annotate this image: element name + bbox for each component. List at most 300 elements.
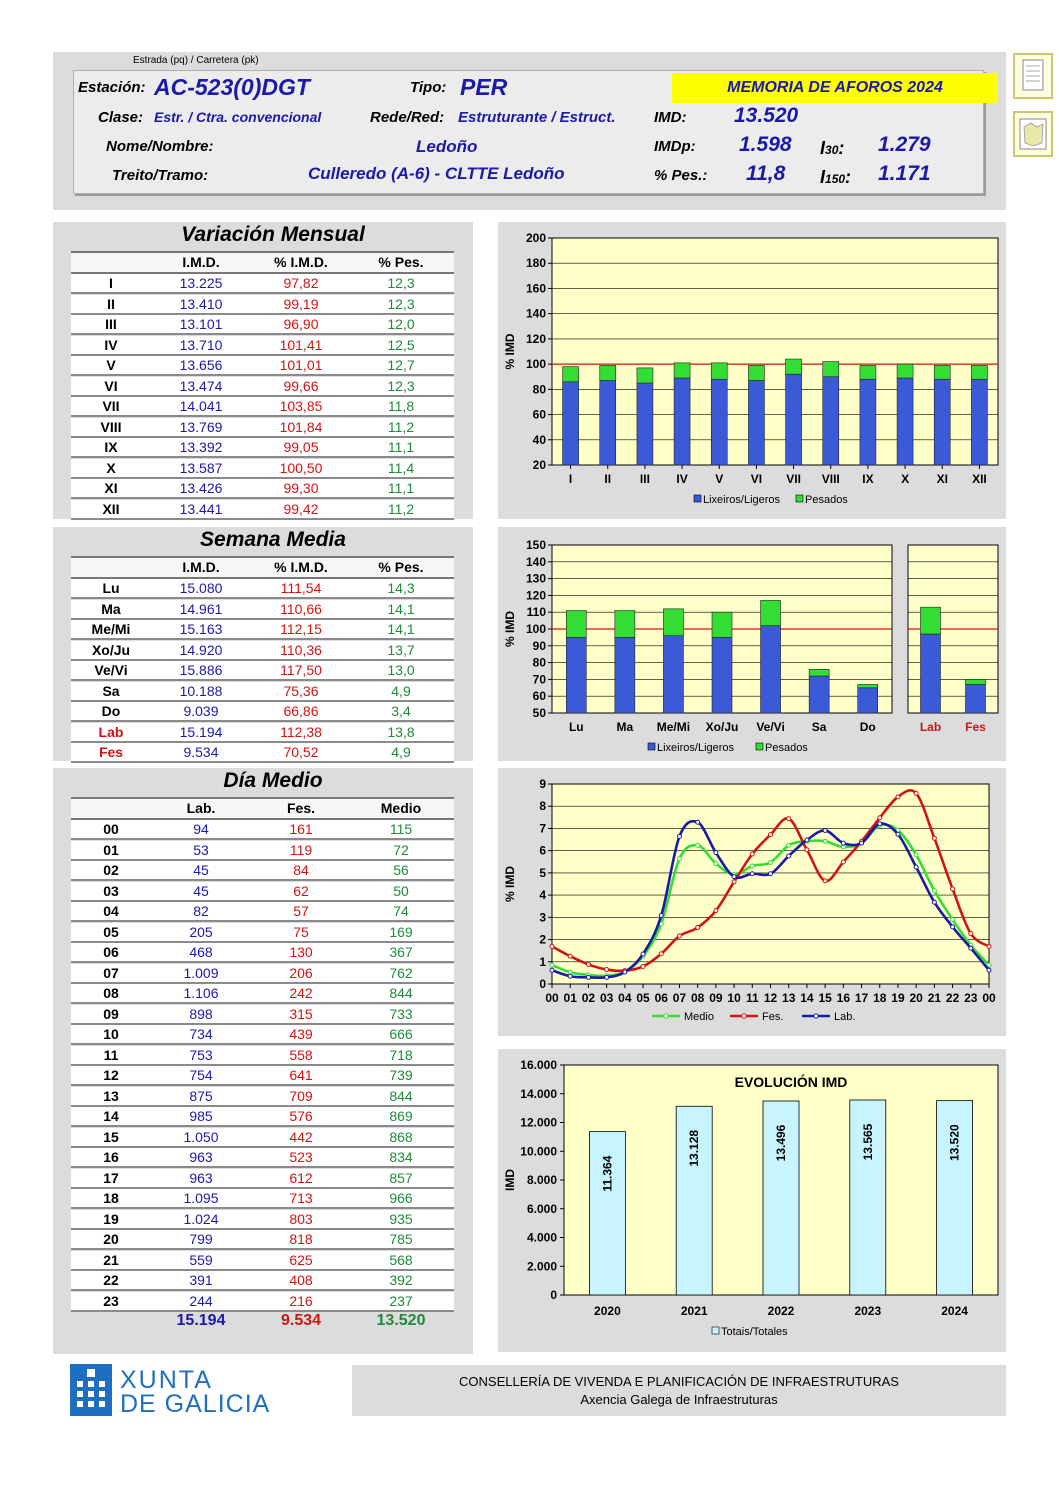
bar-heavy (711, 363, 727, 379)
cell-1: 244 (189, 1292, 213, 1309)
row-label: 23 (103, 1292, 119, 1309)
cell-3: 4,9 (391, 744, 411, 760)
cell-2: 242 (289, 985, 313, 1001)
cell-2: 641 (289, 1067, 313, 1083)
bar-heavy (934, 365, 950, 379)
table-row (71, 1066, 454, 1086)
y-axis-label: % IMD (503, 866, 517, 902)
y-tick-label: 3 (539, 910, 546, 925)
total-medio: 13.520 (376, 1312, 426, 1329)
x-tick-label: 00 (545, 991, 559, 1005)
cell-3: 11,2 (387, 500, 415, 517)
series-fes-point (550, 944, 554, 948)
bar-light (600, 381, 616, 465)
x-tick-label: IX (862, 472, 874, 486)
y-axis-label: IMD (503, 1169, 517, 1191)
series-fes-point (732, 880, 736, 884)
pes-label: % Pes.: (654, 167, 708, 184)
col-header-pct-pes: % Pes. (378, 254, 424, 270)
total-fes: 9.534 (280, 1312, 322, 1329)
table-row (71, 620, 454, 640)
legend-heavy-swatch (796, 495, 803, 502)
x-tick-label: 07 (672, 991, 687, 1005)
mensual-chart (498, 222, 1006, 519)
series-fes-point (750, 852, 754, 856)
series-medio-point (951, 918, 955, 922)
row-label: 13 (103, 1087, 119, 1104)
map-icon[interactable] (1013, 111, 1053, 157)
xunta-logo (70, 1364, 340, 1418)
row-label: Ma (101, 600, 121, 617)
series-lab-point (714, 851, 718, 855)
cell-2: 96,90 (283, 316, 319, 332)
cell-1: 391 (189, 1272, 213, 1288)
y-tick-label: 14.000 (520, 1086, 557, 1101)
series-lab-point (951, 925, 955, 929)
y-tick-label: 60 (532, 407, 546, 422)
cell-2: 523 (289, 1149, 313, 1165)
series-lab-point (878, 822, 882, 826)
row-label: IX (104, 439, 118, 455)
x-tick-label: 08 (690, 991, 705, 1005)
row-label: 12 (103, 1067, 119, 1083)
bar-light (761, 626, 781, 713)
row-label: 07 (103, 964, 119, 981)
cell-3: 169 (389, 923, 413, 940)
table-row (71, 579, 454, 599)
x-tick-label: Lab (919, 720, 942, 734)
cell-1: 13.101 (179, 316, 223, 332)
table-row (71, 1230, 454, 1250)
row-label: 08 (103, 985, 119, 1001)
cell-1: 15.194 (179, 723, 223, 740)
y-tick-label: 130 (525, 571, 546, 586)
y-tick-label: 80 (532, 655, 546, 670)
cell-2: 97,82 (283, 275, 319, 291)
legend-total: Totais/Totales (721, 1326, 788, 1338)
row-label: 03 (103, 882, 119, 899)
bar-light (786, 374, 802, 465)
imdp-value: 1.598 (739, 133, 792, 156)
cell-1: 734 (189, 1026, 213, 1042)
bar-heavy (858, 684, 878, 687)
table-row (71, 641, 454, 661)
cell-3: 739 (389, 1067, 413, 1083)
cell-3: 12,3 (387, 295, 415, 312)
x-tick-label: Ve/Vi (756, 720, 785, 734)
bar-light (897, 378, 913, 465)
cell-2: 709 (289, 1087, 313, 1104)
imd-value: 13.520 (734, 104, 799, 127)
col-header-imd: I.M.D. (182, 254, 220, 270)
cell-3: 718 (389, 1046, 413, 1063)
col-header-imd: I.M.D. (182, 559, 220, 575)
cell-3: 72 (393, 841, 409, 858)
series-lab-point (914, 865, 918, 869)
series-medio-point (568, 970, 572, 974)
cell-1: 468 (189, 944, 213, 960)
table-row (71, 1271, 454, 1291)
cell-3: 733 (389, 1005, 413, 1022)
legend-light-swatch (694, 495, 701, 502)
cell-3: 11,2 (387, 418, 415, 435)
x-tick-label: VI (750, 472, 763, 486)
y-tick-label: 90 (532, 638, 546, 653)
series-fes-point (878, 816, 882, 820)
cell-3: 4,9 (391, 682, 411, 699)
y-tick-label: 160 (525, 281, 546, 296)
cell-2: 101,01 (279, 357, 323, 373)
cell-1: 13.769 (179, 418, 223, 435)
cell-3: 11,8 (387, 398, 415, 414)
y-tick-label: 2 (539, 932, 546, 947)
mensual-title: Variación Mensual (181, 223, 365, 246)
cell-1: 10.188 (179, 682, 223, 699)
cell-2: 408 (289, 1272, 313, 1288)
table-row (71, 841, 454, 861)
y-tick-label: 7 (539, 821, 546, 836)
bar-heavy (761, 600, 781, 625)
series-medio-point (714, 862, 718, 866)
legend-heavy: Pesados (765, 742, 808, 754)
cell-1: 898 (189, 1005, 213, 1022)
table-row (71, 336, 454, 356)
cell-1: 13.410 (179, 295, 223, 312)
cell-2: 625 (289, 1251, 313, 1268)
y-tick-label: 10.000 (520, 1144, 557, 1159)
cell-1: 9.039 (183, 703, 219, 719)
bar-light (860, 379, 876, 465)
y-tick-label: 140 (525, 306, 546, 321)
treito-value: Culleredo (A-6) - CLTTE Ledoño (308, 164, 565, 183)
series-medio-point (914, 853, 918, 857)
cell-1: 13.710 (179, 336, 223, 353)
cell-3: 14,1 (387, 600, 415, 617)
table-row (71, 702, 454, 722)
y-tick-label: 5 (539, 865, 546, 880)
series-fes-point (586, 962, 590, 966)
col-header-pct-imd: % I.M.D. (274, 559, 328, 575)
cell-1: 1.024 (183, 1210, 219, 1227)
x-tick-label: XI (936, 472, 948, 486)
row-label: 01 (103, 841, 119, 858)
x-tick-label: XII (972, 472, 987, 486)
row-label: Fes (98, 744, 124, 760)
series-fes-point (714, 909, 718, 913)
series-fes-point (914, 791, 918, 795)
series-fes-point (823, 879, 827, 883)
y-tick-label: 1 (539, 954, 546, 969)
series-medio-point (823, 839, 827, 843)
row-label: IV (104, 336, 118, 353)
logo-line2: DE GALICIA (120, 1390, 271, 1418)
bar-light (748, 381, 764, 465)
row-label: VIII (100, 418, 122, 435)
cell-1: 754 (189, 1067, 213, 1083)
col-header-pct-pes: % Pes. (378, 559, 424, 575)
dia-table-header (71, 797, 454, 820)
series-fes-point (951, 887, 955, 891)
x-tick-label: 2023 (854, 1304, 882, 1318)
bar-light (711, 379, 727, 465)
total-lab: 15.194 (176, 1312, 226, 1329)
y-tick-label: 120 (525, 331, 546, 346)
cell-1: 963 (189, 1169, 213, 1186)
series-lab-point (969, 946, 973, 950)
series-medio-point (769, 860, 773, 864)
bar-value-label: 11.364 (600, 1155, 615, 1192)
nome-label: Nome/Nombre: (106, 138, 214, 155)
y-axis-label: % IMD (503, 611, 517, 647)
series-medio-point (550, 963, 554, 967)
cell-1: 45 (193, 862, 209, 878)
nome-value: Ledoño (416, 137, 478, 156)
series-medio-point (932, 889, 936, 893)
cell-2: 558 (289, 1046, 313, 1063)
series-fes-point (568, 954, 572, 958)
cell-3: 844 (389, 1087, 413, 1104)
x-tick-label: 13 (782, 991, 796, 1005)
table-row (71, 274, 454, 294)
x-tick-label: 05 (636, 991, 650, 1005)
row-label: Do (101, 703, 121, 719)
table-row (71, 923, 454, 943)
cell-3: 11,4 (387, 459, 415, 476)
series-lab-point (696, 820, 700, 824)
cell-1: 82 (193, 903, 209, 919)
row-label: VI (104, 377, 118, 394)
table-row (71, 1025, 454, 1045)
footer-agency: Axencia Galega de Infraestruturas (580, 1392, 778, 1407)
cell-1: 205 (189, 923, 213, 940)
table-row (71, 1251, 454, 1271)
cell-2: 216 (289, 1292, 313, 1309)
series-lab-point (605, 975, 609, 979)
i30-label: I30: (820, 138, 845, 158)
cell-1: 14.920 (179, 641, 223, 658)
dia-totals-row (71, 1312, 454, 1334)
y-tick-label: 0 (550, 1288, 557, 1302)
document-icon[interactable] (1013, 53, 1053, 99)
cell-3: 11,1 (387, 439, 415, 455)
x-tick-label: 00 (982, 991, 996, 1005)
row-label: 20 (103, 1231, 119, 1247)
mensual-table-panel (53, 222, 473, 519)
table-row (71, 397, 454, 417)
legend-light: Lixeiros/Ligeros (703, 494, 781, 506)
cell-2: 117,50 (280, 662, 322, 678)
bar-heavy (971, 365, 987, 379)
series-lab-point (860, 841, 864, 845)
series-lab-point (586, 975, 590, 979)
legend-heavy-swatch (756, 743, 763, 750)
table-row (71, 479, 454, 499)
bar-light (615, 637, 635, 713)
rede-value: Estruturante / Estruct. (458, 109, 616, 126)
bar-value-label: 13.128 (687, 1129, 702, 1167)
y-tick-label: 150 (525, 538, 546, 552)
estacion-value: AC-523(0)DGT (154, 74, 310, 100)
y-tick-label: 80 (532, 382, 546, 397)
series-fes-point (969, 932, 973, 936)
series-fes-point (841, 860, 845, 864)
y-tick-label: 140 (525, 554, 546, 569)
cell-2: 576 (289, 1108, 313, 1124)
series-fes-point (987, 944, 991, 948)
series-fes-point (787, 817, 791, 821)
row-label: 19 (103, 1210, 119, 1227)
cell-2: 442 (289, 1128, 313, 1145)
row-label: 06 (103, 944, 119, 960)
x-tick-label: 21 (927, 991, 942, 1005)
cell-1: 963 (189, 1149, 213, 1165)
bar-heavy (786, 359, 802, 374)
row-label: 04 (103, 903, 119, 919)
table-row (71, 1148, 454, 1168)
bar-value-label: 13.520 (947, 1124, 962, 1162)
y-tick-label: 6.000 (526, 1201, 557, 1216)
cell-1: 94 (193, 821, 209, 837)
cell-2: 62 (293, 882, 309, 899)
cell-3: 50 (393, 882, 409, 899)
row-label: V (106, 357, 116, 373)
y-tick-label: 4 (539, 888, 546, 903)
row-label: 05 (103, 923, 119, 940)
col-header-fes: Fes. (286, 800, 315, 816)
row-label: 17 (103, 1169, 119, 1186)
x-tick-label: 10 (727, 991, 741, 1005)
series-lab-point (787, 854, 791, 858)
rede-label: Rede/Red: (370, 109, 445, 126)
memoria-title: MEMORIA DE AFOROS 2024 (672, 73, 998, 103)
header-box (73, 70, 984, 194)
semana-table-panel (53, 527, 473, 761)
series-fes-point (641, 964, 645, 968)
cell-1: 15.080 (179, 580, 223, 596)
y-tick-label: 40 (532, 432, 546, 447)
bar-heavy (897, 364, 913, 378)
series-fes-point (896, 795, 900, 799)
cell-2: 66,86 (283, 703, 319, 719)
tipo-label: Tipo: (410, 79, 447, 96)
bar-heavy (637, 368, 653, 383)
y-tick-label: 8.000 (526, 1173, 557, 1187)
cell-1: 9.534 (183, 744, 219, 760)
cell-2: 101,84 (279, 418, 323, 435)
bar-heavy (809, 669, 829, 676)
semana-chart-panel (498, 527, 1006, 761)
imdp-label: IMDp: (654, 138, 696, 155)
row-label: Sa (102, 682, 120, 699)
table-row (71, 984, 454, 1004)
x-tick-label: 16 (836, 991, 851, 1005)
row-label: Xo/Ju (91, 641, 131, 658)
cell-2: 75 (293, 923, 309, 940)
x-tick-label: 2024 (941, 1304, 968, 1318)
x-tick-label: Fes (965, 720, 986, 734)
table-row (71, 964, 454, 984)
cell-2: 99,05 (283, 439, 319, 455)
table-row (71, 882, 454, 902)
x-tick-label: Lu (568, 720, 584, 734)
cell-1: 13.656 (179, 357, 223, 373)
estacion-label: Estación: (78, 79, 146, 96)
cell-2: 612 (289, 1169, 313, 1186)
bar-heavy (663, 609, 683, 636)
series-lab-point (896, 832, 900, 836)
semana-title: Semana Media (200, 528, 346, 551)
cell-2: 84 (293, 862, 309, 878)
row-label: Ve/Vi (94, 662, 128, 678)
x-tick-label: 09 (709, 991, 723, 1005)
cell-3: 12,3 (387, 377, 415, 394)
x-tick-label: 06 (654, 991, 668, 1005)
bar-light (637, 383, 653, 465)
cell-1: 875 (189, 1087, 213, 1104)
cell-2: 99,42 (283, 500, 319, 517)
bar-value-label: 13.496 (774, 1124, 788, 1162)
cell-2: 101,41 (279, 336, 323, 353)
table-row (71, 943, 454, 963)
bar-light (663, 636, 683, 713)
galicia-shield-icon (70, 1364, 112, 1416)
series-fes-point (659, 952, 663, 956)
series-lab-point (805, 838, 809, 842)
row-label: 10 (103, 1026, 119, 1042)
x-tick-label: 23 (964, 991, 978, 1005)
y-axis-label: % IMD (503, 333, 517, 370)
cell-3: 13,0 (387, 662, 415, 678)
cell-2: 110,66 (280, 600, 322, 617)
y-tick-label: 180 (525, 256, 546, 271)
bar-heavy (566, 611, 586, 638)
treito-label: Treito/Tramo: (112, 167, 209, 184)
cell-3: 12,7 (387, 357, 415, 373)
x-tick-label: 01 (563, 991, 577, 1005)
header-panel (53, 52, 1006, 210)
cell-2: 818 (289, 1231, 313, 1247)
dia-chart (498, 768, 1006, 1036)
cell-2: 75,36 (283, 682, 319, 699)
bar-light (809, 676, 829, 713)
cell-1: 1.009 (183, 964, 219, 981)
row-label: Lab (98, 723, 124, 740)
semana-table-header (71, 556, 454, 579)
row-label: Me/Mi (91, 621, 131, 637)
logo-line1: XUNTA (120, 1366, 213, 1394)
row-label: 21 (103, 1251, 119, 1268)
i150-value: 1.171 (878, 162, 931, 185)
table-row (71, 377, 454, 397)
x-tick-label: IV (676, 472, 688, 486)
dia-table-panel (53, 768, 473, 1354)
table-row (71, 1107, 454, 1127)
table-row (71, 1210, 454, 1230)
table-row (71, 743, 454, 763)
bar-light (966, 684, 986, 713)
legend-series-lab: Lab. (834, 1011, 856, 1023)
table-row (71, 902, 454, 922)
mensual-chart-panel (498, 222, 1006, 519)
bar-light (674, 378, 690, 465)
cell-1: 1.106 (183, 985, 219, 1001)
row-label: III (105, 316, 117, 332)
plot-area (552, 238, 998, 465)
series-fes-point (696, 926, 700, 930)
series-lab-point (769, 872, 773, 876)
x-tick-label: 18 (873, 991, 887, 1005)
x-tick-label: II (604, 472, 612, 486)
